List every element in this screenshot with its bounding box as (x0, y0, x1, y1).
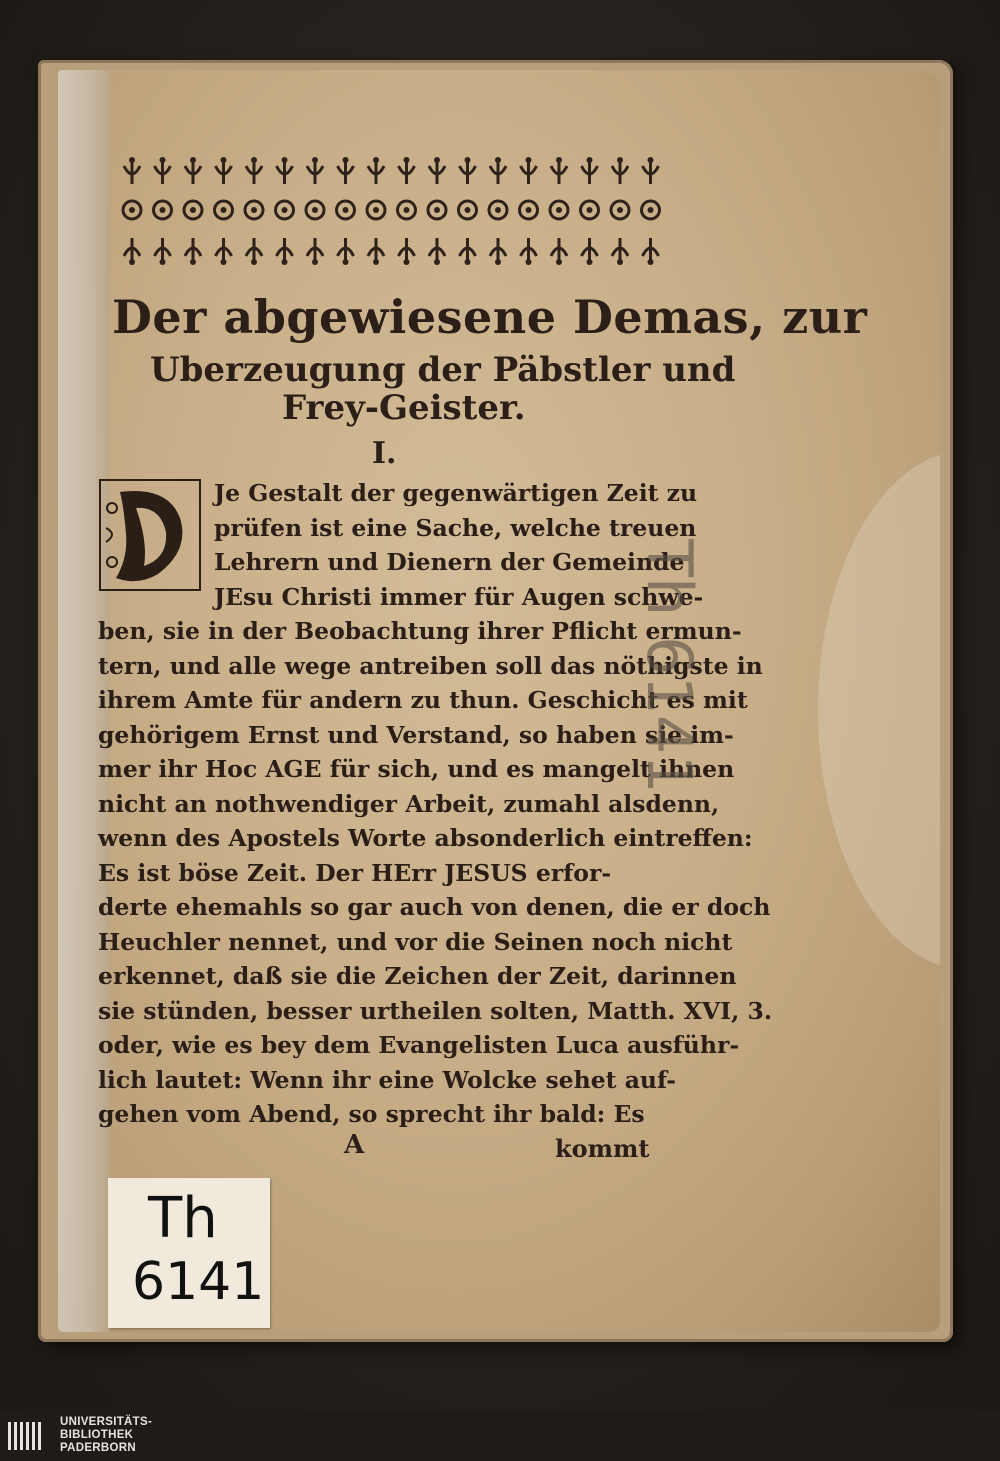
drop-cap-d-icon (98, 478, 202, 592)
body-line: mer ihr Hoc AGE für sich, und es mangelt ihnen (98, 755, 735, 783)
body-line: erkennet, daß sie die Zeichen der Zeit, darinnen (98, 962, 737, 990)
body-line: nicht an nothwendiger Arbeit, zumahl alsdenn, (98, 789, 720, 818)
title-line-2: Uberzeugung der Päbstler und (150, 350, 736, 390)
body-line: ben, sie in der Beobachtung ihrer Pflicht ermun- (98, 617, 742, 645)
title-line-1: Der abgewiesene Demas, zur (112, 290, 868, 344)
ornamental-border (118, 152, 666, 272)
shelf-label (108, 1178, 270, 1328)
body-line: wenn des Apostels Worte absonderlich eintreffen: (98, 824, 753, 852)
library-name-line-1: UNIVERSITÄTS- (60, 1416, 153, 1428)
ornament-graphic (118, 152, 666, 272)
library-name-line-3: PADERBORN (60, 1442, 136, 1454)
catchword: kommt (555, 1134, 650, 1163)
body-line: Je Gestalt der gegenwärtigen Zeit zu (214, 479, 698, 507)
title-line-3: Frey-Geister. (282, 388, 526, 428)
body-line: ihrem Amte für andern zu thun. Geschicht es mit (98, 686, 748, 714)
body-line: JEsu Christi immer für Augen schwe- (214, 582, 704, 611)
paper-stain (818, 450, 940, 970)
pencil-shelfmark-text: Th 6141 (632, 539, 706, 794)
pencil-shelfmark (632, 470, 762, 850)
library-name-line-2: BIBLIOTHEK (60, 1429, 134, 1441)
body-line: sie stünden, besser urtheilen solten, Matth. XVI, 3. (98, 996, 773, 1025)
body-line: tern, und alle wege antreiben soll das nöthigste in (98, 651, 763, 680)
body-line: derte ehemahls so gar auch von denen, die er doch (98, 893, 771, 921)
body-line: prüfen ist eine Sache, welche treuen (214, 513, 697, 542)
body-line: Heuchler nennet, und vor die Seinen noch nicht (98, 927, 733, 956)
body-line: gehörigem Ernst und Verstand, so haben sie im- (98, 720, 734, 749)
footer-bar (0, 1410, 1000, 1461)
body-line: oder, wie es bey dem Evangelisten Luca ausführ- (98, 1031, 740, 1059)
shelf-label-line-2: 6141 (132, 1252, 265, 1312)
library-logo-icon (8, 1418, 50, 1454)
body-line: Es ist böse Zeit. Der HErr JESUS erfor- (98, 858, 612, 887)
body-line: Lehrern und Dienern der Gemeinde (214, 548, 685, 576)
signature-mark: A (344, 1130, 365, 1160)
library-name (60, 1416, 152, 1455)
section-number: I. (372, 436, 397, 471)
body-line: lich lautet: Wenn ihr eine Wolcke sehet auf- (98, 1065, 677, 1094)
shelf-label-line-1: Th (148, 1186, 218, 1251)
body-line: gehen vom Abend, so sprecht ihr bald: Es (98, 1100, 645, 1128)
